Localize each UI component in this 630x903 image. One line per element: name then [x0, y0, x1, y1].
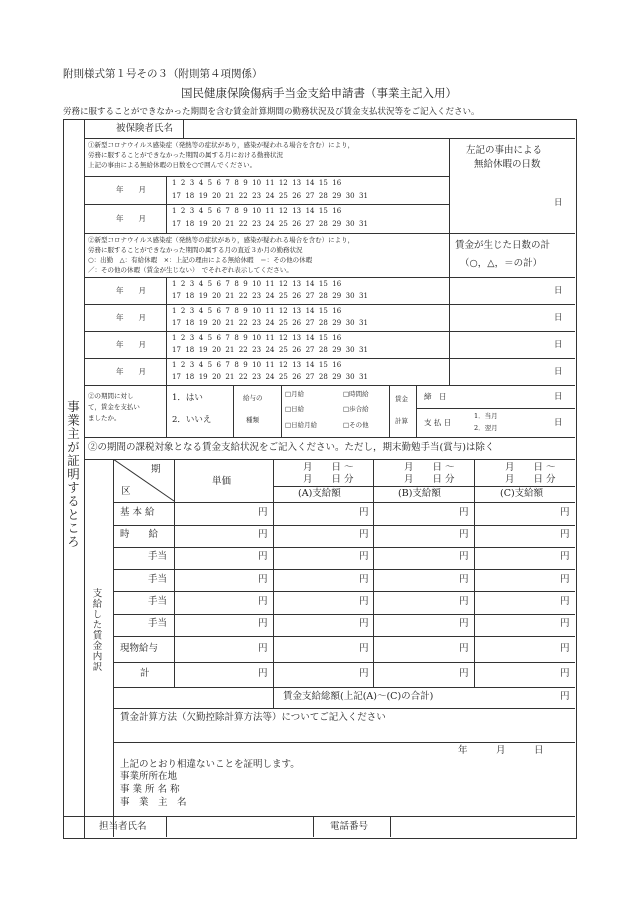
- row-label-allowance: 手当: [148, 618, 168, 629]
- contact-name-field[interactable]: [167, 817, 312, 836]
- month-label: 年 月: [116, 185, 146, 194]
- days-row-1[interactable]: 1 2 3 4 5 6 7 8 9 10 11 12 13 14 15 16: [172, 361, 342, 369]
- section1-line3: 上記の事由による無給休暇の日数を○で囲んでください。: [88, 161, 257, 169]
- yen-unit: 円: [459, 507, 469, 518]
- row-label-allowance: 手当: [148, 596, 168, 607]
- col-c-header: (C)支給額: [500, 488, 544, 499]
- period-label: 期: [151, 464, 161, 475]
- payday-option-current[interactable]: 1．当月: [474, 412, 498, 420]
- yen-unit: 円: [560, 643, 570, 654]
- phone-label: 電話番号: [330, 821, 369, 832]
- days-row-1[interactable]: 1 2 3 4 5 6 7 8 9 10 11 12 13 14 15 16: [172, 207, 342, 215]
- yen-unit: 円: [359, 668, 369, 679]
- calc-label-2: 計算: [395, 417, 408, 425]
- section2-line1: ②新型コロナウイルス感染症（発熱等の症状があり，感染が疑われる場合を含む）により，: [88, 236, 355, 244]
- col-b-header: (B)支給額: [398, 488, 441, 499]
- yen-unit: 円: [258, 551, 268, 562]
- row-label-base-pay: 基 本 給: [120, 507, 155, 518]
- days-row-2[interactable]: 17 18 19 20 21 22 23 24 25 26 27 28 29 30 31: [172, 346, 368, 354]
- days-row-2[interactable]: 17 18 19 20 21 22 23 24 25 26 27 28 29 30 31: [172, 192, 368, 200]
- day-unit: 日: [554, 392, 563, 402]
- payday-label: 支 払 日: [424, 418, 452, 427]
- contact-name-label: 担当者氏名: [99, 821, 147, 832]
- section1-right-label2: 無給休暇の日数: [474, 159, 541, 170]
- day-unit: 日: [554, 418, 563, 428]
- section1-line2: 労務に服することができなかった期間の属する月における勤務状況: [88, 151, 283, 159]
- yen-unit: 円: [459, 618, 469, 629]
- month-label: 年 月: [116, 286, 146, 295]
- days-row-1[interactable]: 1 2 3 4 5 6 7 8 9 10 11 12 13 14 15 16: [172, 280, 342, 288]
- wage-type-daily[interactable]: □日給: [285, 405, 305, 413]
- period-c-bottom[interactable]: 月 日 分: [505, 474, 556, 485]
- day-unit: 日: [554, 340, 563, 350]
- office-address-label: 事業所所在地: [120, 771, 178, 782]
- section1-line1: ①新型コロナウイルス感染症（発熱等の症状があり，感染が疑われる場合を含む）により，: [88, 141, 355, 149]
- period-b-top[interactable]: 月 日 〜: [404, 462, 455, 473]
- row-label-in-kind: 現物給与: [120, 643, 159, 654]
- yen-unit: 円: [459, 643, 469, 654]
- yen-unit: 円: [560, 529, 570, 540]
- yen-unit: 円: [560, 618, 570, 629]
- day-unit: 日: [554, 313, 563, 323]
- yen-unit: 円: [258, 596, 268, 607]
- unit-price-header: 単価: [212, 476, 232, 487]
- closing-day-label: 締 日: [424, 392, 447, 401]
- yen-unit: 円: [459, 551, 469, 562]
- yen-unit: 円: [459, 668, 469, 679]
- instruction-text: 労務に服することができなかった期間を含む賃金計算期間の勤務状況及び賃金支払状況等をご記入ください。: [63, 107, 480, 117]
- pay-question-line1: ②の期間に対し: [88, 392, 134, 400]
- office-name-label: 事 業 所 名 称: [120, 784, 180, 795]
- yen-unit: 円: [258, 507, 268, 518]
- yen-unit: 円: [258, 618, 268, 629]
- days-row-1[interactable]: 1 2 3 4 5 6 7 8 9 10 11 12 13 14 15 16: [172, 307, 342, 315]
- yen-unit: 円: [359, 643, 369, 654]
- wage-type-hourly[interactable]: □時間給: [343, 390, 369, 398]
- yen-unit: 円: [459, 596, 469, 607]
- section2-line2: 労務に服することができなかった期間の属する月の直近３か月の勤務状況: [88, 246, 303, 254]
- insured-name-label: 被保険者氏名: [116, 123, 174, 134]
- yen-unit: 円: [560, 691, 570, 702]
- yen-unit: 円: [560, 574, 570, 585]
- period-a-top[interactable]: 月 日 〜: [303, 462, 354, 473]
- yen-unit: 円: [359, 529, 369, 540]
- yen-unit: 円: [258, 643, 268, 654]
- date-label[interactable]: 年 月 日: [458, 745, 544, 756]
- wage-type-commission[interactable]: □歩合給: [343, 405, 369, 413]
- yen-unit: 円: [560, 596, 570, 607]
- calc-label: 賃金: [395, 395, 408, 403]
- wage-total-label: 賃金支給総額(上記(A)〜(C)の合計): [283, 691, 434, 702]
- month-label: 年 月: [116, 313, 146, 322]
- category-label: 区: [121, 486, 131, 497]
- wage-type-label: 給与の: [243, 394, 263, 402]
- days-row-2[interactable]: 17 18 19 20 21 22 23 24 25 26 27 28 29 30 31: [172, 292, 368, 300]
- yen-unit: 円: [359, 596, 369, 607]
- row-label-hourly: 時 給: [120, 529, 159, 540]
- wage-type-label-2: 種類: [246, 416, 259, 424]
- wage-type-other[interactable]: □その他: [343, 421, 369, 429]
- wage-instruction: ②の期間の課税対象となる賃金支給状況をご記入ください。ただし，期末勤勉手当(賞与)は除く: [88, 442, 495, 453]
- section2-line4: ／：その他の休暇（賃金が生じない） でそれぞれ表示してください。: [88, 266, 293, 274]
- month-label: 年 月: [116, 340, 146, 349]
- section2-right-label1: 賃金が生じた日数の計: [455, 240, 551, 251]
- row-label-allowance: 手当: [148, 551, 168, 562]
- certify-statement: 上記のとおり相違ないことを証明します。: [120, 759, 300, 770]
- employer-name-label: 事 業 主 名: [120, 797, 187, 808]
- pay-no-option[interactable]: 2．いいえ: [172, 415, 212, 425]
- days-row-2[interactable]: 17 18 19 20 21 22 23 24 25 26 27 28 29 30 31: [172, 319, 368, 327]
- yen-unit: 円: [359, 574, 369, 585]
- days-row-1[interactable]: 1 2 3 4 5 6 7 8 9 10 11 12 13 14 15 16: [172, 179, 342, 187]
- month-label: 年 月: [116, 367, 146, 376]
- wage-side-label: 支給した賃金内訳: [90, 588, 102, 672]
- pay-question-line2: て，賃金を支払い: [88, 403, 140, 411]
- period-a-bottom[interactable]: 月 日 分: [303, 474, 354, 485]
- pay-question-line3: ましたか。: [88, 414, 121, 422]
- col-a-header: (A)支給額: [298, 488, 341, 499]
- calc-method-label: 賃金計算方法（欠勤控除計算方法等）についてご記入ください: [120, 712, 386, 723]
- wage-type-daily-monthly[interactable]: □日給月給: [285, 421, 318, 429]
- days-row-2[interactable]: 17 18 19 20 21 22 23 24 25 26 27 28 29 30 31: [172, 220, 368, 228]
- payday-option-next[interactable]: 2．翌月: [474, 424, 498, 432]
- section2-line3: ○：出勤 △：有給休暇 ×：上記の理由による無給休暇 ＝：その他の休暇: [88, 256, 313, 264]
- yen-unit: 円: [359, 618, 369, 629]
- day-unit: 日: [554, 286, 563, 296]
- section2-right-label2: （○，△，＝の計）: [460, 258, 543, 269]
- pay-yes-option[interactable]: 1．はい: [172, 393, 203, 403]
- page-title: 国民健康保険傷病手当金支給申請書（事業主記入用）: [181, 86, 457, 100]
- yen-unit: 円: [459, 574, 469, 585]
- yen-unit: 円: [560, 551, 570, 562]
- month-label: 年 月: [116, 214, 146, 223]
- insured-name-field[interactable]: [184, 120, 574, 137]
- yen-unit: 円: [359, 551, 369, 562]
- yen-unit: 円: [258, 574, 268, 585]
- yen-unit: 円: [459, 529, 469, 540]
- yen-unit: 円: [258, 668, 268, 679]
- yen-unit: 円: [359, 507, 369, 518]
- wage-type-monthly[interactable]: □月給: [285, 390, 305, 398]
- days-row-2[interactable]: 17 18 19 20 21 22 23 24 25 26 27 28 29 30 31: [172, 373, 368, 381]
- yen-unit: 円: [560, 507, 570, 518]
- side-label-employer: 事業主が証明するところ: [65, 400, 81, 549]
- yen-unit: 円: [560, 668, 570, 679]
- days-row-1[interactable]: 1 2 3 4 5 6 7 8 9 10 11 12 13 14 15 16: [172, 334, 342, 342]
- form-reference: 附則様式第１号その３（附則第４項関係）: [63, 68, 263, 80]
- yen-unit: 円: [258, 529, 268, 540]
- day-unit: 日: [554, 367, 563, 377]
- day-unit: 日: [554, 198, 563, 208]
- period-b-bottom[interactable]: 月 日 分: [404, 474, 455, 485]
- phone-field[interactable]: [391, 817, 574, 836]
- row-label-allowance: 手当: [148, 574, 168, 585]
- period-c-top[interactable]: 月 日 〜: [505, 462, 556, 473]
- section1-right-label1: 左記の事由による: [466, 145, 543, 156]
- row-label-total: 計: [140, 668, 150, 679]
